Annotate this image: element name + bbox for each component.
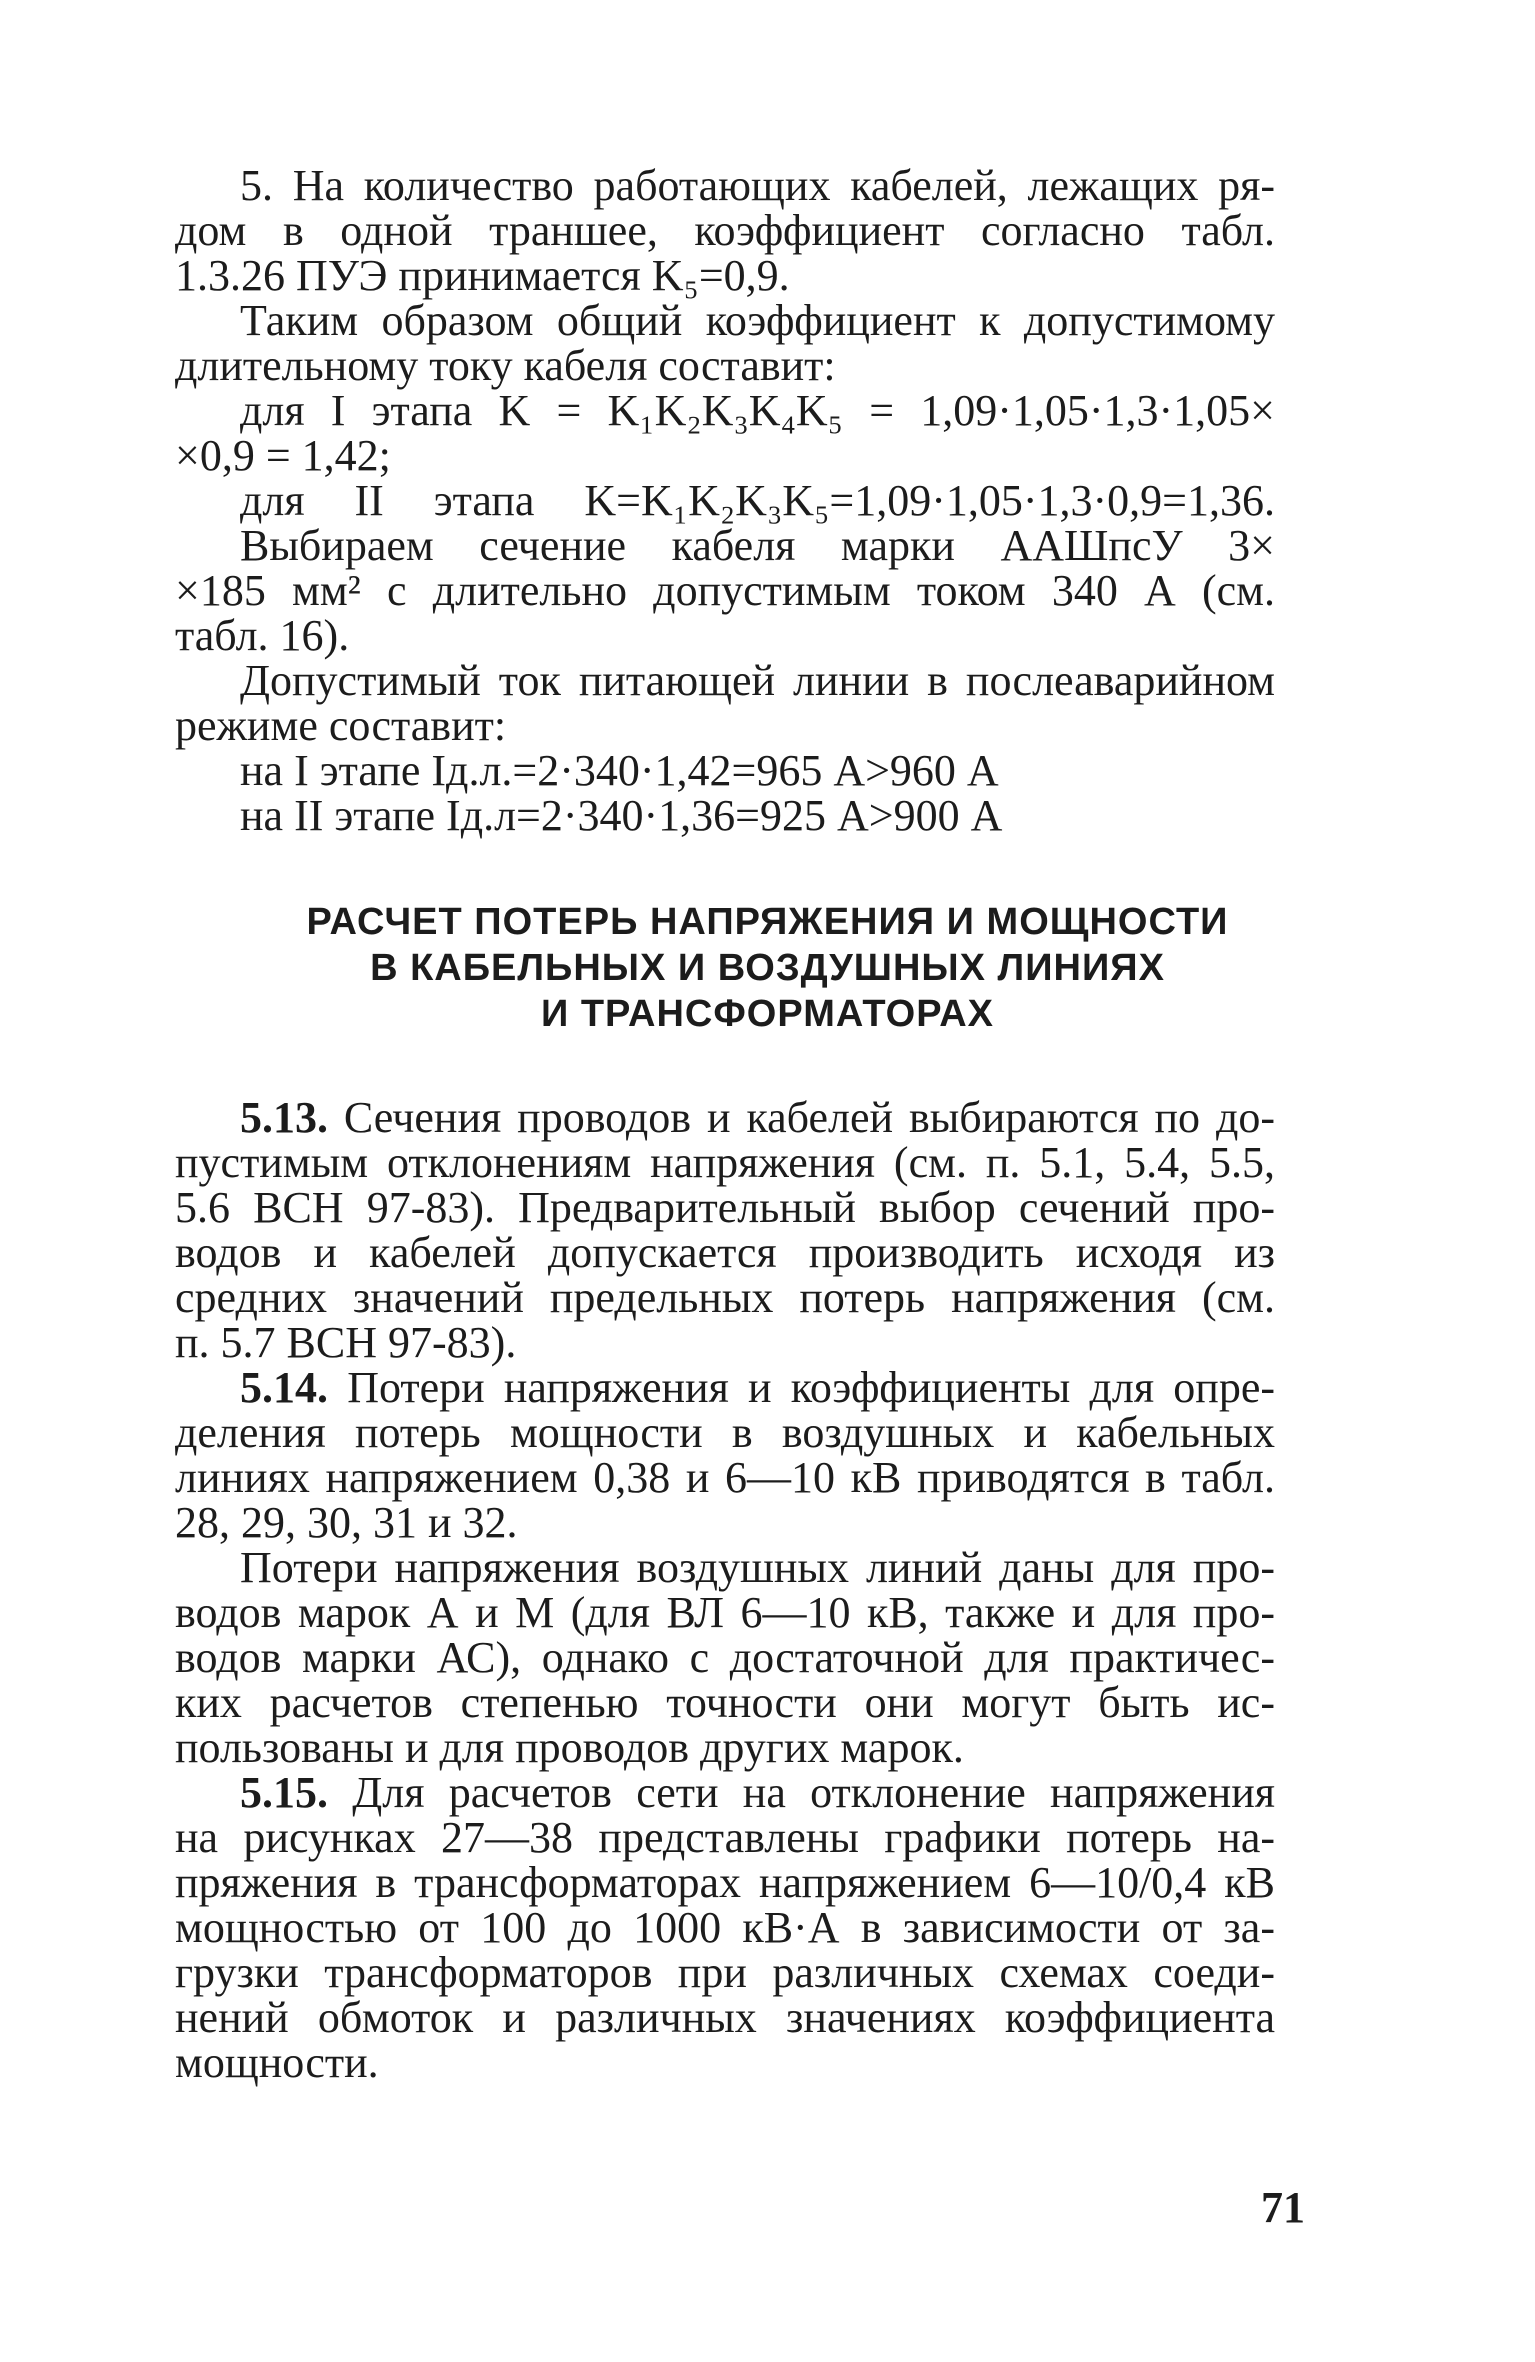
- paragraph-line: пряжения в трансформаторах напряжением 6—10/0,4 кВ: [175, 1858, 1275, 1907]
- paragraph-line: водов марок А и М (для ВЛ 6—10 кВ, также и для про-: [175, 1588, 1275, 1637]
- formula-line: для II этапа K=K₁K₂K₃K₅=1,09·1,05·1,3·0,9=1,36.: [240, 476, 1275, 525]
- clause-number: 5.15.: [240, 1768, 328, 1817]
- paragraph-line: деления потерь мощности в воздушных и кабельных: [175, 1408, 1275, 1457]
- paragraph-line: пустимым отклонениям напряжения (см. п. 5.1, 5.4, 5.5,: [175, 1138, 1275, 1187]
- paragraph-line: п. 5.7 ВСН 97-83).: [175, 1318, 517, 1367]
- paragraph-line: на рисунках 27—38 представлены графики потерь на-: [175, 1813, 1275, 1862]
- text-line: 1.3.26 ПУЭ принимается K₅=0,9.: [175, 251, 790, 300]
- paragraph-line: водов и кабелей допускается производить исходя из: [175, 1228, 1275, 1277]
- paragraph-line: нений обмоток и различных значениях коэффициента: [175, 1993, 1275, 2042]
- section-heading: И ТРАНСФОРМАТОРАХ: [540, 993, 995, 1035]
- text-line: ×185 мм² с длительно допустимым током 340 А (см.: [175, 566, 1275, 615]
- formula-line: ×0,9 = 1,42;: [175, 431, 391, 480]
- paragraph-line: водов марки АС), однако с достаточной для практичес-: [175, 1633, 1275, 1682]
- text-line: 5. На количество работающих кабелей, лежащих ря-: [240, 161, 1275, 210]
- paragraph-line: грузки трансформаторов при различных схемах соеди-: [175, 1948, 1275, 1997]
- clause-number: 5.13.: [240, 1093, 328, 1142]
- page-number: 71: [1261, 2183, 1305, 2232]
- paragraph-line: 28, 29, 30, 31 и 32.: [175, 1498, 518, 1547]
- formula-line: на I этапе Iд.л.=2·340·1,42=965 А>960 А: [240, 746, 999, 795]
- text-line: длительному току кабеля составит:: [175, 341, 836, 390]
- formula-line: для I этапа K = K₁K₂K₃K₄K₅ = 1,09·1,05·1,3·1,05×: [240, 386, 1275, 435]
- paragraph-line: мощности.: [175, 2038, 379, 2087]
- paragraph-line: пользованы и для проводов других марок.: [175, 1723, 964, 1772]
- paragraph-line: 5.14. Потери напряжения и коэффициенты для опре-: [240, 1363, 1275, 1412]
- formula-line: на II этапе Iд.л=2·340·1,36=925 А>900 А: [240, 791, 1003, 840]
- paragraph-line: 5.13. Сечения проводов и кабелей выбираются по до-: [240, 1093, 1276, 1142]
- section-heading: В КАБЕЛЬНЫХ И ВОЗДУШНЫХ ЛИНИЯХ: [370, 947, 1165, 989]
- text-line: Допустимый ток питающей линии в послеаварийном: [240, 656, 1275, 705]
- text-line: режиме составит:: [175, 701, 507, 750]
- paragraph-line: ких расчетов степенью точности они могут быть ис-: [175, 1678, 1275, 1727]
- text-line: табл. 16).: [175, 611, 350, 660]
- paragraph-line: 5.15. Для расчетов сети на отклонение напряжения: [240, 1768, 1276, 1817]
- section-heading: РАСЧЕТ ПОТЕРЬ НАПРЯЖЕНИЯ И МОЩНОСТИ: [306, 901, 1229, 943]
- paragraph-line: Потери напряжения воздушных линий даны для про-: [240, 1543, 1275, 1592]
- text-line: дом в одной траншее, коэффициент согласно табл.: [175, 206, 1275, 255]
- text-line: Выбираем сечение кабеля марки ААШпсУ 3×: [240, 521, 1275, 570]
- clause-number: 5.14.: [240, 1363, 328, 1412]
- paragraph-line: средних значений предельных потерь напряжения (см.: [175, 1273, 1275, 1322]
- text-line: Таким образом общий коэффициент к допустимому: [240, 296, 1275, 345]
- paragraph-line: мощностью от 100 до 1000 кВ·А в зависимости от за-: [175, 1903, 1275, 1952]
- paragraph-line: 5.6 ВСН 97-83). Предварительный выбор сечений про-: [175, 1183, 1275, 1232]
- paragraph-line: линиях напряжением 0,38 и 6—10 кВ приводятся в табл.: [175, 1453, 1275, 1502]
